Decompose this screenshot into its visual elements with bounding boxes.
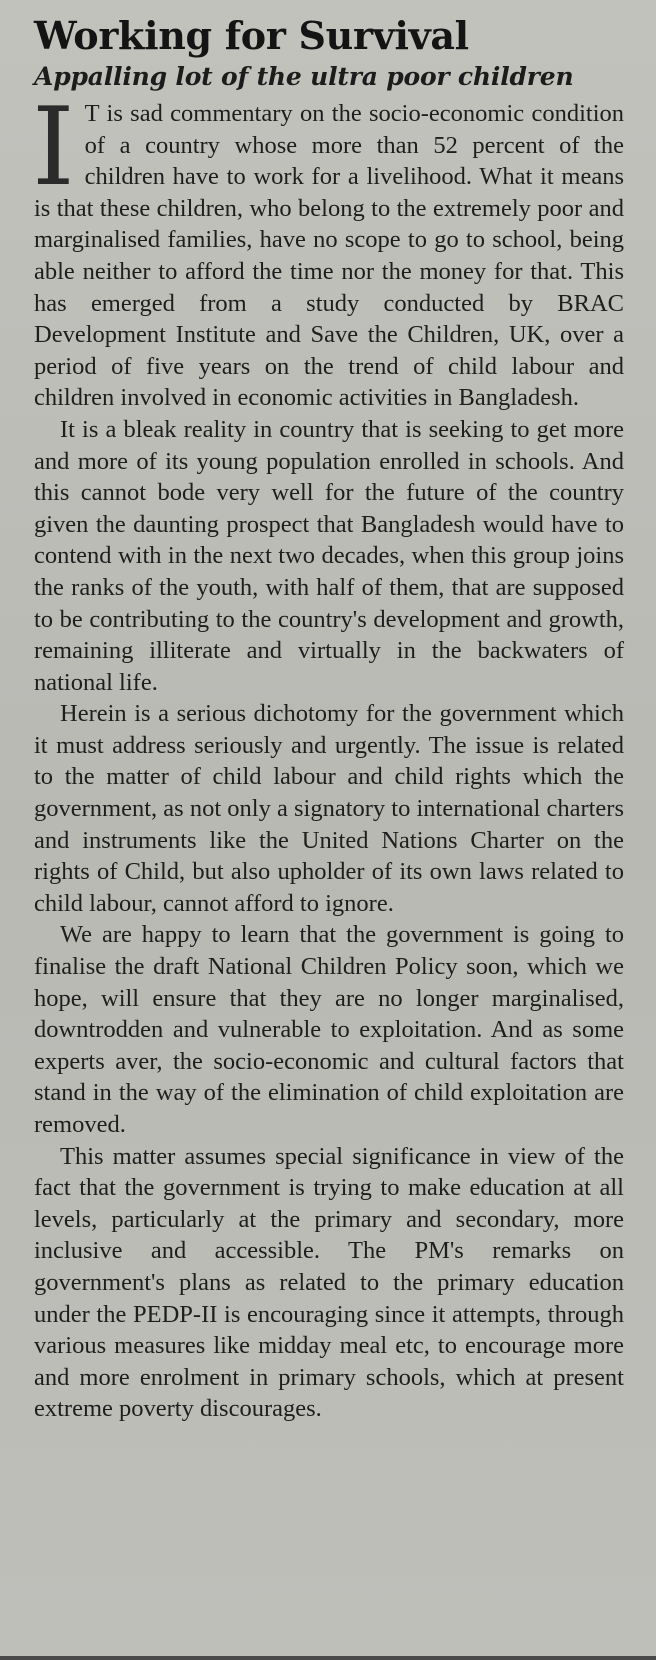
paragraph-5: This matter assumes special significance in view of the fact that the government is trying to make education at all levels, particularly at the primary and secondary, more inclusive and accessible. The PM's remarks on government's plans as related to the primary education under the PEDP-II is encouraging since it attempts, through various measures like midday meal etc, to encourage more and more enrolment in primary schools, which at present extreme poverty discourages. (34, 1142, 624, 1423)
editorial-article (34, 14, 624, 1425)
drop-cap: I (32, 85, 75, 210)
paragraph-1 (32, 85, 624, 414)
paragraph-4: We are happy to learn that the government is going to finalise the draft National Children Policy soon, which we hope, will ensure that they are no longer marginalised, downtrodden and vulnerable to exploitation. And as some experts aver, the socio-economic and cultural factors that stand in the way of the elimination of child exploitation are removed. (34, 921, 624, 1138)
paragraph-2: It is a bleak reality in country that is seeking to get more and more of its young population enrolled in schools. And this cannot bode very well for the future of the country given the daunting prospect that Bangladesh would have to contend with in the next two decades, when this group joins the ranks of the youth, with half of them, that are supposed to be contributing to the country's development and growth, remaining illiterate and virtually in the backwaters of national life. (34, 415, 624, 696)
article-body (32, 85, 624, 1425)
headline: Working for Survival (34, 13, 469, 58)
bottom-rule (0, 1656, 656, 1660)
paragraph-3: Herein is a serious dichotomy for the government which it must address seriously and urgently. The issue is related to the matter of child labour and child rights which the government, as not only a signatory to international charters and instruments like the United Nations Charter on the rights of Child, but also upholder of its own laws related to child labour, cannot afford to ignore. (34, 700, 624, 917)
paragraph-1-text: T is sad commentary on the socio-economic condition of a country whose more than 52 percent of the children have to work for a livelihood. What it means is that these children, who belong to the extremely poor and marginalised families, have no scope to go to school, being able neither to afford the time nor the money for that. This has emerged from a study conducted by BRAC Development Institute and Save the Children, UK, over a period of five years on the trend of child labour and children involved in economic activities in Bangladesh. (34, 100, 624, 412)
subheadline: Appalling lot of the ultra poor children (34, 62, 574, 91)
